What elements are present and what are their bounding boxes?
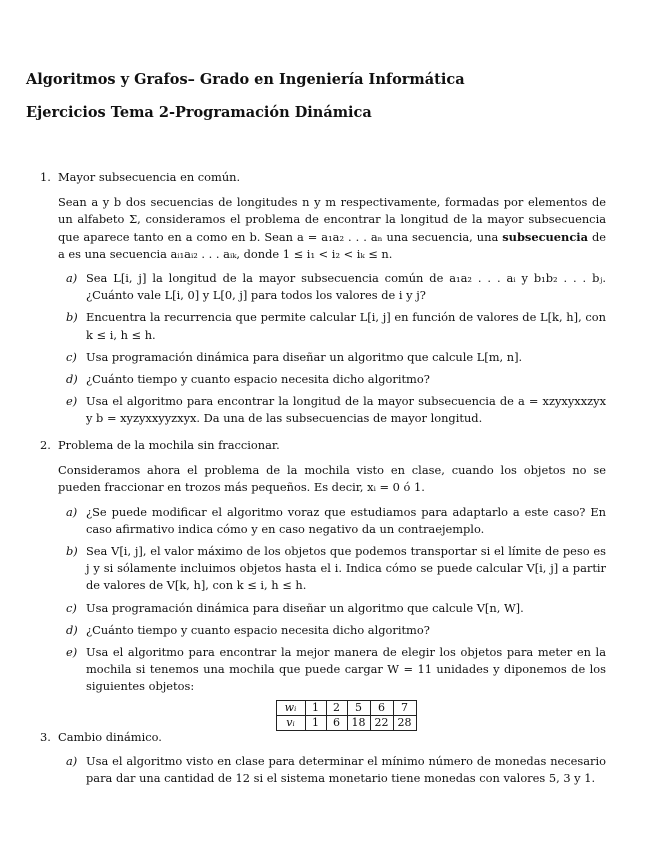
values-row-label: vᵢ: [276, 715, 305, 730]
exercise-2-title: Problema de la mochila sin fraccionar.: [58, 438, 280, 452]
item-label: e): [66, 645, 78, 660]
exercise-1-title: Mayor subsecuencia en común.: [58, 170, 241, 184]
exercise-1-item-a: [40, 270, 606, 304]
exercise-3-title: Cambio dinámico.: [58, 730, 162, 744]
value-cell: 22: [370, 715, 393, 730]
item-text: Usa el algoritmo para encontrar la longitud de la mayor subsecuencia de a = xzyxyxxzyx y b = xyzyxxyyzxyx. Da una de las subsecuencias de mayor longitud.: [86, 394, 606, 426]
objects-table: [276, 700, 417, 731]
item-text: Sea V[i, j], el valor máximo de los objetos que podemos transportar si el límite de peso es j y si sólamente incluimos objetos hasta el i. Indica cómo se puede calcular V[i, j] a partir de valores de V[k, h], con k ≤ i, h ≤ h.: [86, 544, 606, 593]
exercise-2-number: 2.: [40, 438, 51, 452]
exercise-2-subitems: [40, 504, 606, 731]
exercise-2-item-b: [40, 543, 606, 595]
item-text: Usa el algoritmo para encontrar la mejor manera de elegir los objetos para meter en la mochila si tenemos una mochila que puede cargar W = 11 unidades y diponemos de los siguientes objetos:: [86, 645, 606, 694]
exercise-3-number: 3.: [40, 730, 51, 744]
exercise-2-item-c: [40, 600, 606, 617]
exercise-2: [40, 437, 606, 736]
exercise-1: [40, 169, 606, 433]
value-cell: 6: [326, 715, 347, 730]
exercise-1-number: 1.: [40, 170, 51, 184]
exercise-3-heading: [40, 729, 606, 746]
exercise-1-item-c: [40, 349, 606, 366]
item-label: d): [66, 372, 78, 387]
item-text: ¿Se puede modificar el algoritmo voraz que estudiamos para adaptarlo a este caso? En caso afirmativo indica cómo y en caso negativo da un contraejemplo.: [86, 504, 606, 536]
item-label: a): [66, 754, 78, 769]
exercise-1-intro: [40, 194, 606, 263]
weights-row: [276, 700, 416, 715]
exercise-3: [40, 729, 606, 793]
exercise-3-subitems: [40, 753, 606, 787]
item-text: Encuentra la recurrencia que permite calcular L[i, j] en función de valores de L[k, h], con k ≤ i, h ≤ h.: [86, 310, 606, 342]
weights-row-label: wᵢ: [276, 700, 305, 715]
item-text: Sea L[i, j] la longitud de la mayor subsecuencia común de a₁a₂ . . . aᵢ y b₁b₂ . . . bⱼ. ¿Cuánto vale L[i, 0] y L[0, j] para todos los valores de i y j?: [86, 271, 606, 303]
weight-cell: 7: [393, 700, 416, 715]
exercise-1-intro-bold-term: subsecuencia: [502, 229, 588, 244]
exercise-1-item-d: [40, 371, 606, 388]
exercise-1-intro-text-a: Sean a y b dos secuencias de longitudes n y m respectivamente, formadas por elementos de un alfabeto Σ, consideramos el problema de encontrar la longitud de la mayor subsecuencia que aparece tanto en a como en b. Sean a = a₁a₂ . . . aₙ una secuencia, una: [58, 195, 606, 244]
item-label: a): [66, 504, 78, 519]
value-cell: 1: [305, 715, 326, 730]
item-text: Usa programación dinámica para diseñar un algoritmo que calcule V[n, W].: [86, 600, 524, 615]
exercise-2-item-d: [40, 622, 606, 639]
exercise-2-heading: [40, 437, 606, 454]
item-label: a): [66, 271, 78, 286]
item-label: d): [66, 622, 78, 637]
sheet-title: Ejercicios Tema 2-Programación Dinámica: [26, 104, 372, 121]
exercise-1-subitems: [40, 270, 606, 428]
exercise-2-item-a: [40, 504, 606, 538]
value-cell: 18: [347, 715, 370, 730]
exercise-3-item-a: [40, 753, 606, 787]
value-cell: 28: [393, 715, 416, 730]
item-text: Usa el algoritmo visto en clase para determinar el mínimo número de monedas necesario para dar una cantidad de 12 si el sistema monetario tiene monedas con valores 5, 3 y 1.: [86, 754, 606, 786]
weight-cell: 2: [326, 700, 347, 715]
exercise-1-heading: [40, 169, 606, 186]
weight-cell: 6: [370, 700, 393, 715]
weight-cell: 5: [347, 700, 370, 715]
item-text: ¿Cuánto tiempo y cuanto espacio necesita dicho algoritmo?: [86, 622, 430, 637]
values-row: [276, 715, 416, 730]
exercise-2-item-e: [40, 644, 606, 731]
item-label: b): [66, 544, 78, 559]
weight-cell: 1: [305, 700, 326, 715]
item-label: b): [66, 310, 78, 325]
item-label: c): [66, 349, 77, 364]
exercise-1-item-b: [40, 309, 606, 343]
course-title: Algoritmos y Grafos– Grado en Ingeniería Informática: [26, 71, 465, 88]
exercise-2-intro: Consideramos ahora el problema de la mochila visto en clase, cuando los objetos no se pueden fraccionar en trozos más pequeños. Es decir, xᵢ = 0 ó 1.: [58, 463, 606, 495]
item-text: Usa programación dinámica para diseñar un algoritmo que calcule L[m, n].: [86, 349, 523, 364]
exercise-1-item-e: [40, 393, 606, 427]
item-text: ¿Cuánto tiempo y cuanto espacio necesita dicho algoritmo?: [86, 372, 430, 387]
exercise-1-intro-text-b: de a es una secuencia aᵢ₁aᵢ₂ . . . aᵢₖ, donde 1 ≤ i₁ < i₂ < iₖ ≤ n.: [58, 229, 607, 261]
item-label: c): [66, 600, 77, 615]
item-label: e): [66, 394, 78, 409]
